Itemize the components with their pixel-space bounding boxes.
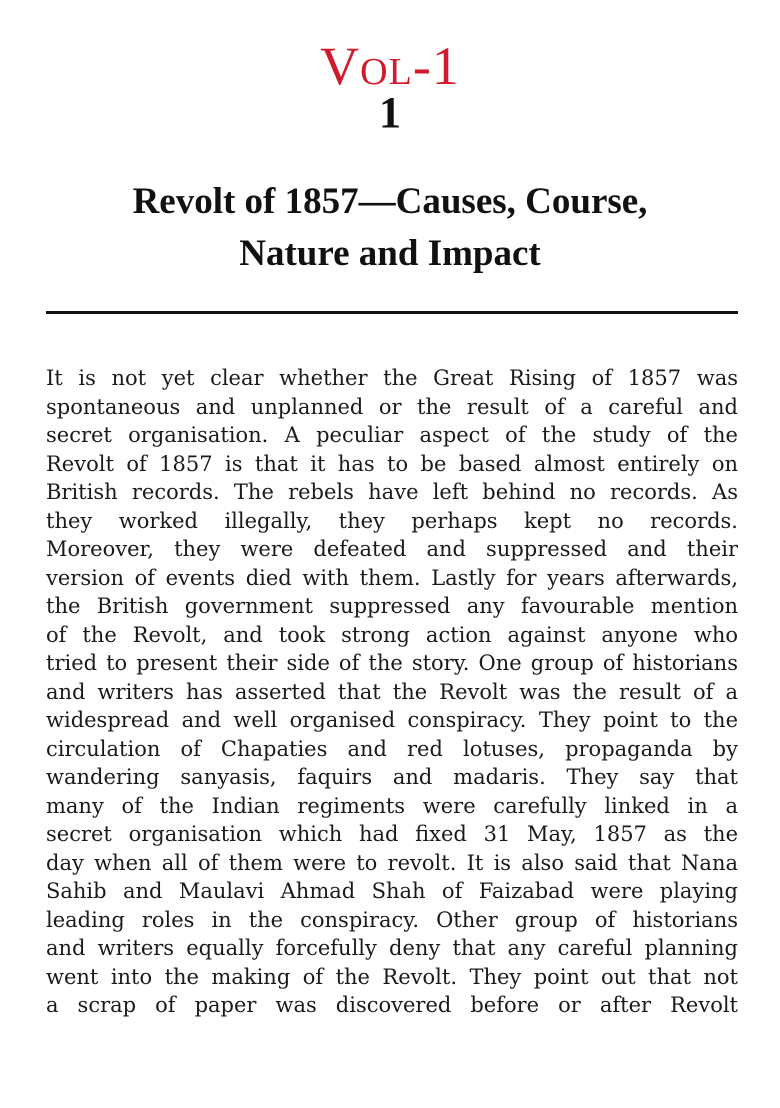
volume-label-rest: ol: [360, 36, 413, 96]
body-line: widespread and well organised conspiracy. They point to the: [46, 708, 738, 732]
body-line: Moreover, they were defeated and suppressed and their: [46, 537, 738, 561]
body-paragraph: [46, 364, 738, 1020]
body-line: version of events died with them. Lastly for years afterwards,: [46, 565, 738, 590]
body-line: Revolt of 1857 is that it has to be based almost entirely on: [46, 451, 738, 476]
body-line: they worked illegally, they perhaps kept no records.: [46, 508, 738, 533]
body-line: and writers equally forcefully deny that any careful planning: [46, 936, 738, 960]
body-line: tried to present their side of the story. One group of historians: [46, 651, 738, 675]
chapter-number: 1: [379, 88, 401, 137]
body-line: leading roles in the conspiracy. Other group of historians: [46, 907, 738, 932]
volume-label-suffix: -1: [412, 36, 460, 96]
body-line: secret organisation. A peculiar aspect of the study of the: [46, 423, 738, 447]
title-divider: [46, 311, 738, 314]
body-line: many of the Indian regiments were carefully linked in a: [46, 793, 738, 818]
body-line: wandering sanyasis, faquirs and madaris. They say that: [46, 765, 738, 789]
body-line: spontaneous and unplanned or the result of a careful and: [46, 394, 738, 419]
body-line: Sahib and Maulavi Ahmad Shah of Faizabad were playing: [46, 879, 738, 903]
body-line: day when all of them were to revolt. It is also said that Nana: [46, 850, 738, 875]
volume-label: [0, 36, 780, 96]
body-line: It is not yet clear whether the Great Rising of 1857 was: [46, 366, 738, 390]
chapter-title-line-2: Nature and Impact: [239, 233, 541, 274]
chapter-title-line-1: Revolt of 1857—Causes, Course,: [132, 181, 648, 222]
volume-label-first-letter: V: [320, 36, 361, 96]
body-line: British records. The rebels have left behind no records. As: [46, 480, 738, 504]
body-line: circulation of Chapaties and red lotuses, propaganda by: [46, 736, 738, 761]
chapter-title: [40, 176, 740, 280]
body-line: the British government suppressed any favourable mention: [46, 594, 738, 618]
body-line: went into the making of the Revolt. They point out that not: [46, 964, 738, 989]
body-line: of the Revolt, and took strong action against anyone who: [46, 622, 738, 647]
body-line: a scrap of paper was discovered before or after Revolt: [46, 993, 738, 1017]
body-line: and writers has asserted that the Revolt was the result of a: [46, 679, 738, 704]
body-line: secret organisation which had fixed 31 May, 1857 as the: [46, 822, 738, 846]
